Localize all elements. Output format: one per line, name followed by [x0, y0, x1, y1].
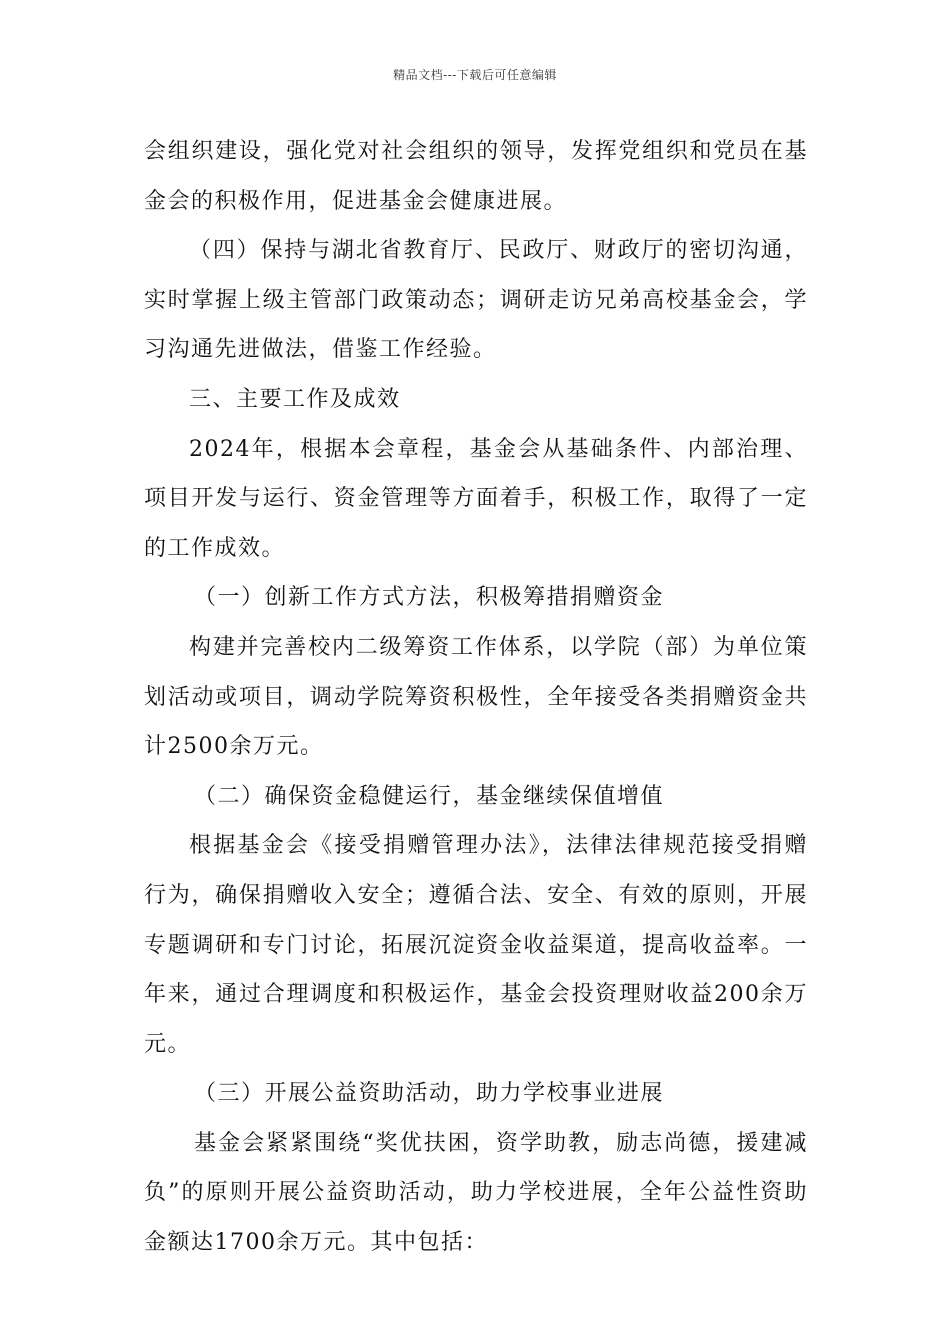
page-header: 精品文档---下载后可任意编辑 — [393, 68, 557, 82]
document-body — [144, 127, 808, 1268]
paragraph-fundraising: 构建并完善校内二级筹资工作体系，以学院（部）为单位策划活动或项目，调动学院筹资积极性，全年接受各类捐赠资金共计2500余万元。 — [144, 634, 808, 760]
subheading-three: （三）开展公益资助活动，助力学校事业进展 — [194, 1081, 665, 1107]
subheading-one: （一）创新工作方式方法，积极筹措捐赠资金 — [194, 585, 665, 611]
subheading-two: （二）确保资金稳健运行，基金继续保值增值 — [194, 783, 665, 809]
paragraph-section-four: （四）保持与湖北省教育厅、民政厅、财政厅的密切沟通，实时掌握上级主管部门政策动态；调研走访兄弟高校基金会，学习沟通先进做法，借鉴工作经验。 — [144, 238, 808, 363]
paragraph-continuation: 会组织建设，强化党对社会组织的领导，发挥党组织和党员在基金会的积极作用，促进基金会健康进展。 — [144, 139, 808, 214]
paragraph-public-welfare: 基金会紧紧围绕“奖优扶困，资学助教，励志尚德，援建减负”的原则开展公益资助活动，助力学校进展，全年公益性资助金额达1700余万元。其中包括： — [144, 1130, 808, 1256]
paragraph-fund-management: 根据基金会《接受捐赠管理办法》，法律法律规范接受捐赠行为，确保捐赠收入安全；遵循合法、安全、有效的原则，开展专题调研和专门讨论，拓展沉淀资金收益渠道，提高收益率。一年来，通过合理调度和积极运作，基金会投资理财收益200余万元。 — [144, 833, 808, 1057]
heading-main-work: 三、主要工作及成效 — [189, 386, 401, 412]
paragraph-overview-2024: 2024年，根据本会章程，基金会从基础条件、内部治理、项目开发与运行、资金管理等方面着手，积极工作，取得了一定的工作成效。 — [144, 436, 808, 561]
